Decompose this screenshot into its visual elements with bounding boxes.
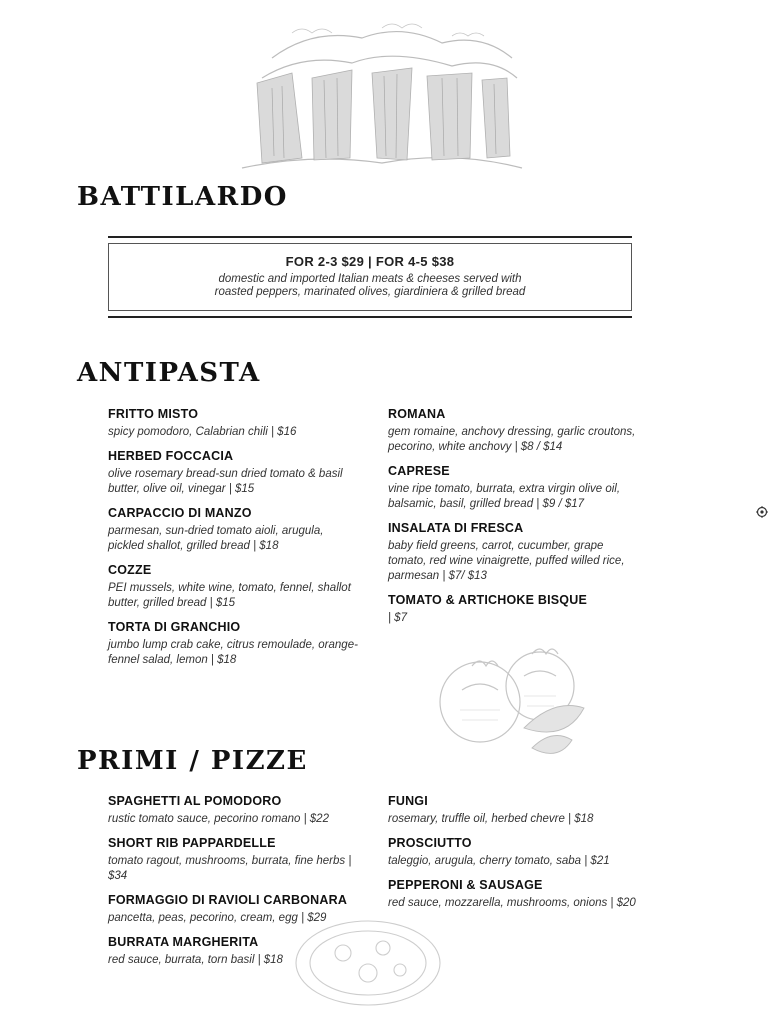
battilardo-box <box>108 236 632 318</box>
item-name: CARPACCIO DI MANZO <box>108 506 252 520</box>
menu-item <box>388 878 638 911</box>
menu-item <box>388 794 638 827</box>
item-desc: rustic tomato sauce, pecorino romano | $22 <box>108 813 329 825</box>
primi-left-column <box>108 794 358 977</box>
item-name: PROSCIUTTO <box>388 836 472 850</box>
menu-item <box>388 407 638 455</box>
item-desc: red sauce, mozzarella, mushrooms, onions | $20 <box>388 897 636 909</box>
antipasta-right-column <box>388 407 638 635</box>
item-name: BURRATA MARGHERITA <box>108 935 259 949</box>
menu-item <box>108 407 358 440</box>
menu-item <box>388 593 638 626</box>
menu-item <box>108 794 358 827</box>
menu-item <box>108 935 358 968</box>
antipasta-left-column <box>108 407 358 677</box>
item-name: FORMAGGIO DI RAVIOLI CARBONARA <box>108 893 348 907</box>
item-desc: olive rosemary bread-sun dried tomato & basil butter, olive oil, vinegar | $15 <box>108 468 343 495</box>
item-name: CAPRESE <box>388 464 450 478</box>
menu-item <box>108 836 358 884</box>
item-desc: | $7 <box>388 612 407 624</box>
item-desc: PEI mussels, white wine, tomato, fennel, shallot butter, grilled bread | $15 <box>108 582 351 609</box>
tomato-illustration-icon <box>432 640 592 762</box>
item-name: TOMATO & ARTICHOKE BISQUE <box>388 593 587 607</box>
menu-item <box>108 620 358 668</box>
waterfall-illustration-icon <box>232 18 524 178</box>
item-name: FRITTO MISTO <box>108 407 199 421</box>
item-desc: gem romaine, anchovy dressing, garlic croutons, pecorino, white anchovy | $8 / $14 <box>388 426 636 453</box>
crosshair-icon[interactable] <box>756 506 768 518</box>
item-desc: tomato ragout, mushrooms, burrata, fine herbs | $34 <box>108 855 352 882</box>
primi-right-column <box>388 794 638 920</box>
item-desc: baby field greens, carrot, cucumber, grape tomato, red wine vinaigrette, puffed willed rice, parmesan | $7/ $13 <box>388 540 625 582</box>
section-title-battilardo: BATTILARDO <box>77 182 288 212</box>
menu-item <box>388 464 638 512</box>
battilardo-desc-line2: roasted peppers, marinated olives, giardiniera & grilled bread <box>214 286 526 298</box>
item-name: FUNGI <box>388 794 428 808</box>
item-name: HERBED FOCCACIA <box>108 449 234 463</box>
item-desc: jumbo lump crab cake, citrus remoulade, orange-fennel salad, lemon | $18 <box>108 639 358 666</box>
item-desc: spicy pomodoro, Calabrian chili | $16 <box>108 426 297 438</box>
item-desc: rosemary, truffle oil, herbed chevre | $18 <box>388 813 594 825</box>
menu-item <box>388 521 638 584</box>
item-name: SHORT RIB PAPPARDELLE <box>108 836 276 850</box>
menu-item <box>108 563 358 611</box>
battilardo-price: FOR 2-3 $29 | FOR 4-5 $38 <box>285 254 455 269</box>
section-title-antipasta: ANTIPASTA <box>77 358 261 388</box>
item-desc: vine ripe tomato, burrata, extra virgin olive oil, balsamic, basil, grilled bread | $9 / $17 <box>388 483 621 510</box>
item-name: SPAGHETTI AL POMODORO <box>108 794 282 808</box>
item-name: INSALATA DI FRESCA <box>388 521 524 535</box>
battilardo-inner-frame <box>108 243 632 311</box>
item-desc: red sauce, burrata, torn basil | $18 <box>108 954 283 966</box>
item-desc: pancetta, peas, pecorino, cream, egg | $29 <box>108 912 327 924</box>
menu-item <box>388 836 638 869</box>
battilardo-desc-line1: domestic and imported Italian meats & cheeses served with <box>218 273 522 285</box>
item-desc: taleggio, arugula, cherry tomato, saba | $21 <box>388 855 610 867</box>
item-name: ROMANA <box>388 407 446 421</box>
menu-item <box>108 449 358 497</box>
menu-item <box>108 506 358 554</box>
item-desc: parmesan, sun-dried tomato aioli, arugula, pickled shallot, grilled bread | $18 <box>108 525 324 552</box>
section-title-primi-pizze: PRIMI / PIZZE <box>77 746 308 776</box>
item-name: COZZE <box>108 563 152 577</box>
item-name: TORTA DI GRANCHIO <box>108 620 241 634</box>
menu-item <box>108 893 358 926</box>
item-name: PEPPERONI & SAUSAGE <box>388 878 543 892</box>
